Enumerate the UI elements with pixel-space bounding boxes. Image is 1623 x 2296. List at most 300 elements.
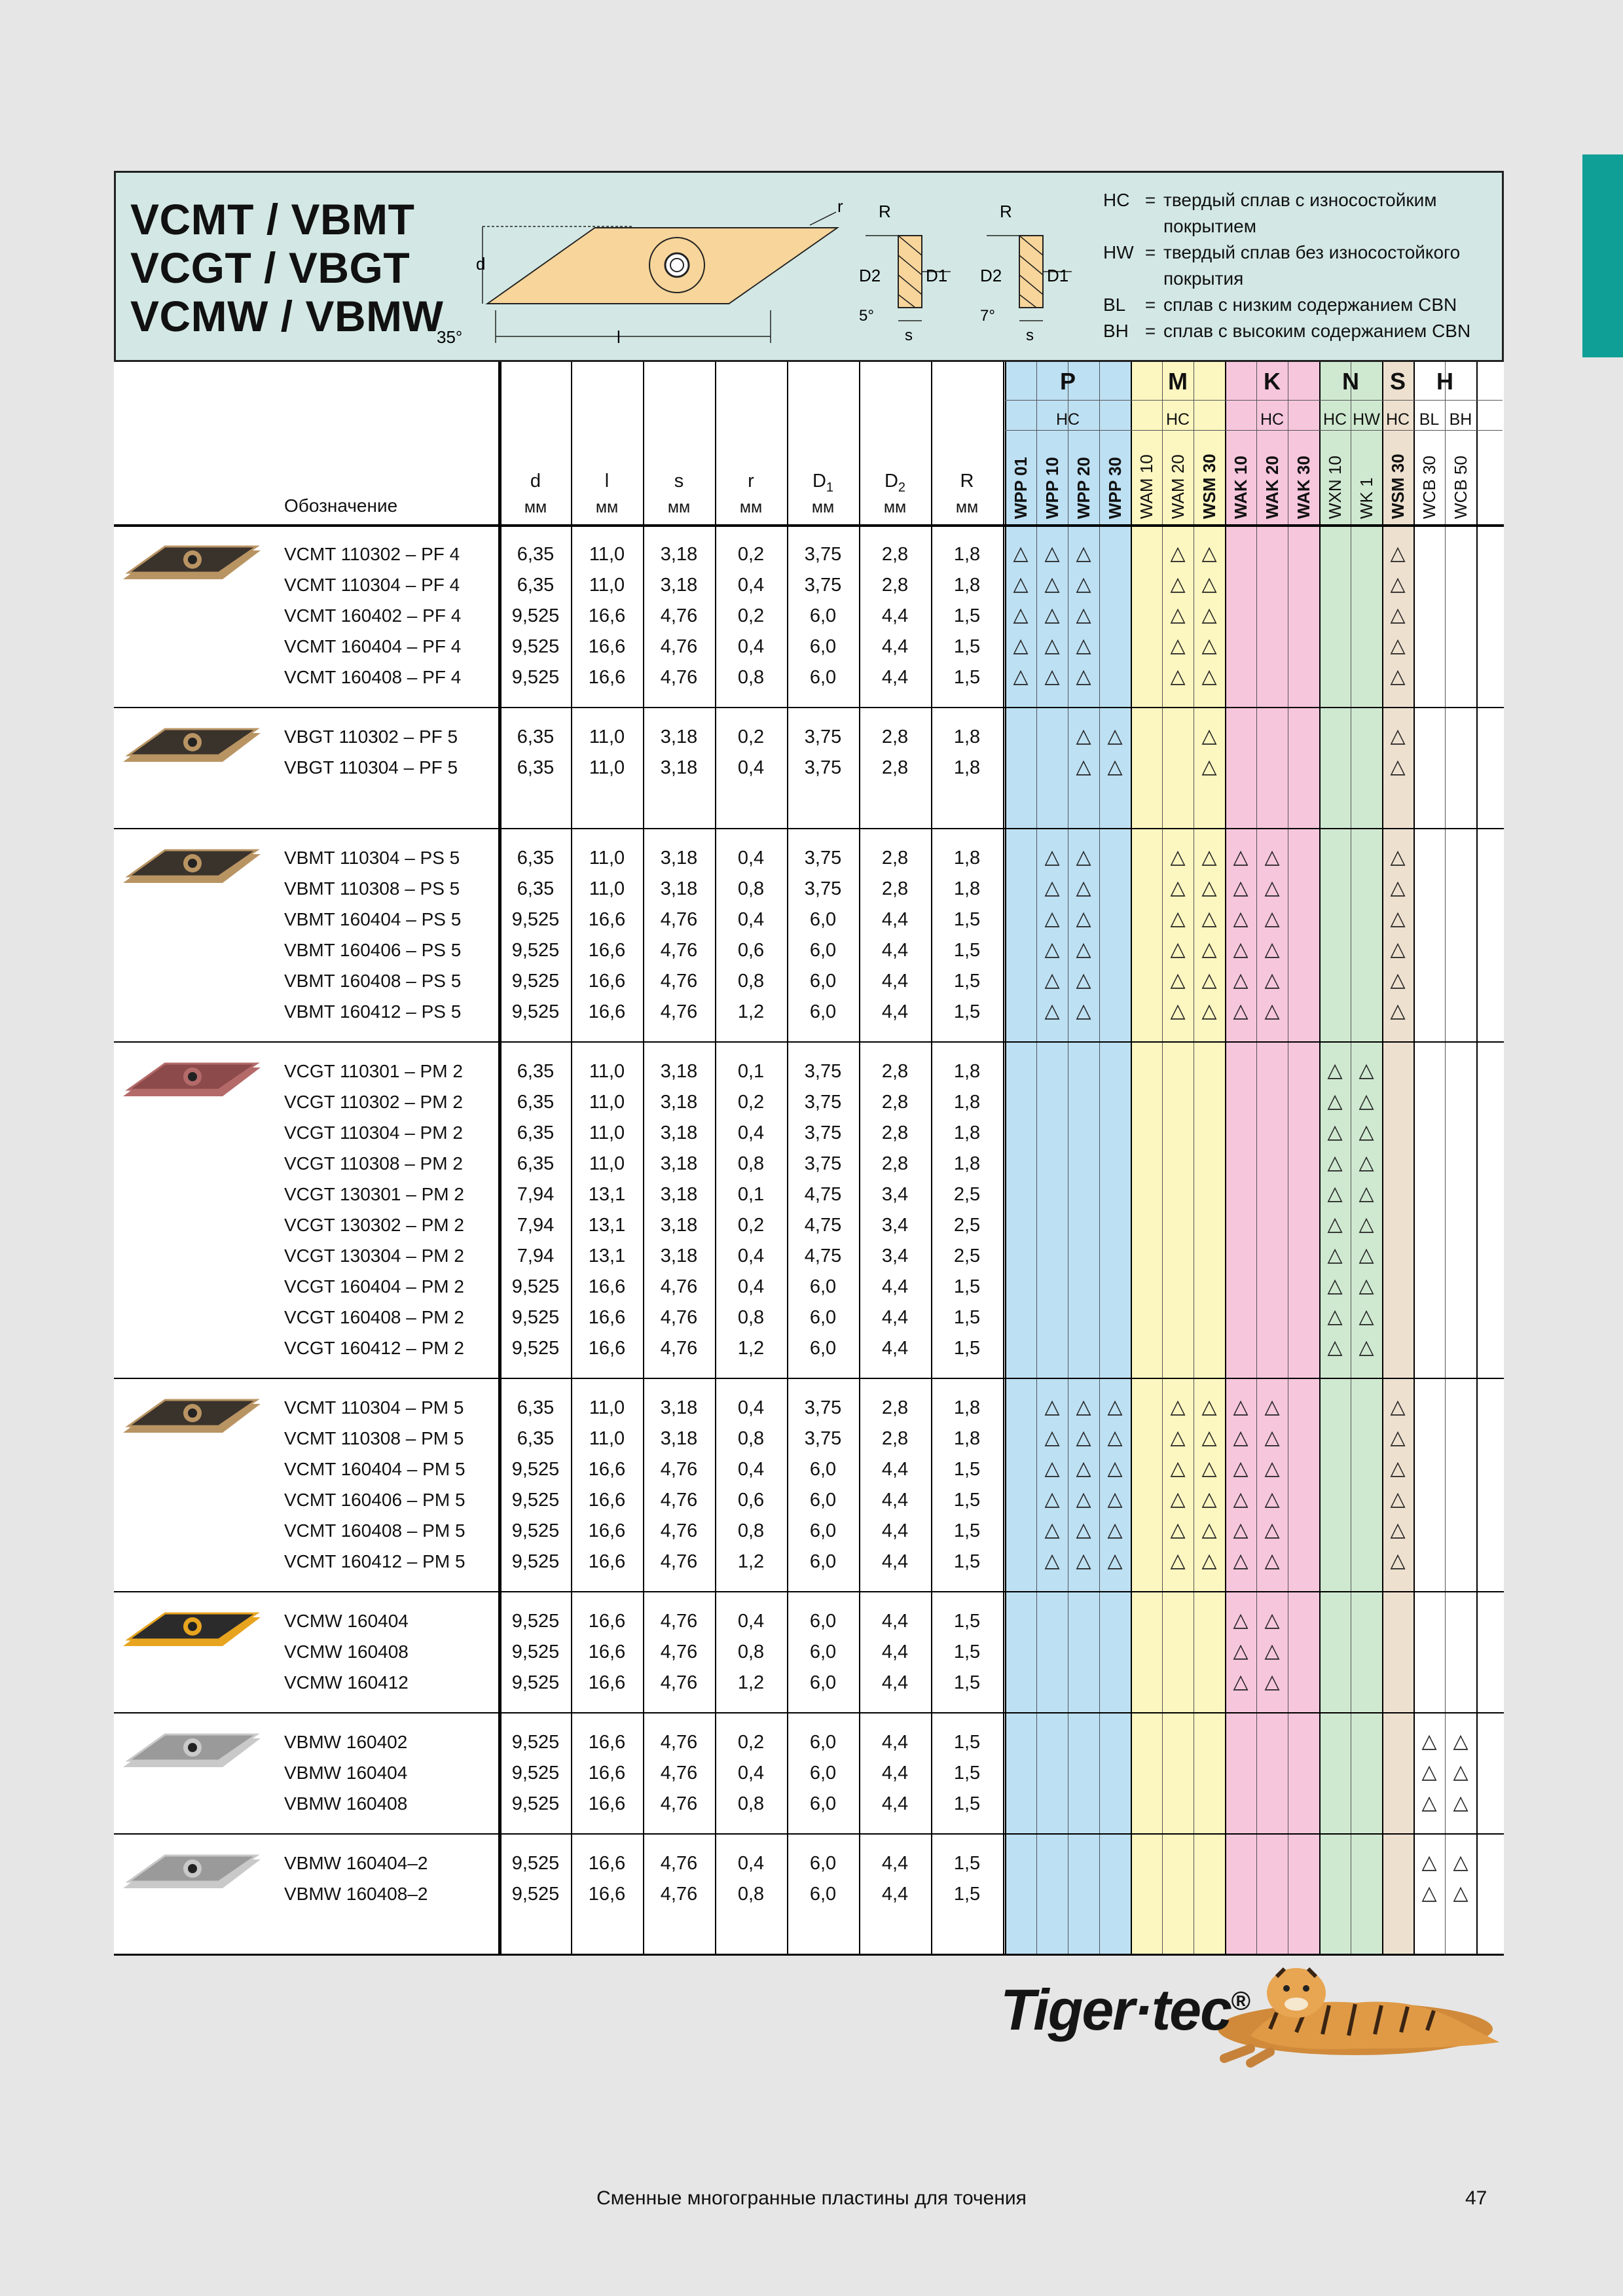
dim-value: 9,525 [511, 1276, 560, 1297]
dim-value: 1,5 [953, 940, 981, 961]
insert-designation: VBMT 160408 – PS 5 [284, 971, 462, 991]
seat1-D2: D2 [859, 266, 881, 285]
grade-available-mark: △ [1170, 1550, 1186, 1571]
group-sub-label: HC [1055, 410, 1080, 429]
dim-value: 11,0 [589, 757, 625, 778]
dim-value: 1,5 [953, 1490, 981, 1511]
dim-value: 13,1 [588, 1184, 626, 1205]
dim-value: 16,6 [588, 1490, 626, 1511]
grade-available-mark: △ [1076, 756, 1091, 778]
dim-value: 3,75 [804, 575, 842, 596]
grade-available-mark: △ [1044, 635, 1060, 656]
dim-value: 3,75 [804, 1122, 842, 1143]
dim-value: 11,0 [589, 575, 625, 596]
grade-available-mark: △ [1076, 1396, 1091, 1418]
dim-value: 4,4 [881, 940, 909, 961]
dim-value: 4,76 [660, 1490, 698, 1511]
grade-available-mark: △ [1044, 939, 1060, 960]
dim-value: 6,35 [517, 1397, 555, 1418]
dim-unit: мм [524, 498, 547, 516]
grade-available-mark: △ [1044, 1488, 1060, 1510]
grade-available-mark: △ [1359, 1152, 1374, 1174]
dim-value: 3,18 [660, 1428, 698, 1449]
legend-eq: = [1144, 242, 1156, 262]
dim-value: 6,0 [809, 1520, 837, 1541]
group-letter-P: P [1059, 368, 1076, 395]
grade-available-mark: △ [1390, 1488, 1406, 1510]
grade-available-mark: △ [1107, 1519, 1123, 1541]
insert-designation: VCMT 160408 – PM 5 [284, 1520, 465, 1541]
dim-value: 9,525 [511, 1763, 560, 1784]
legend-row [1103, 266, 1491, 292]
dim-value: 3,75 [804, 848, 842, 869]
grade-available-mark: △ [1170, 908, 1186, 929]
grade-available-mark: △ [1076, 1488, 1091, 1510]
dim-label: D [812, 471, 826, 492]
grade-available-mark: △ [1453, 1882, 1468, 1904]
insert-designation: VCMT 160402 – PF 4 [284, 605, 462, 626]
dim-value: 2,8 [881, 1153, 909, 1174]
insert-designation: VCGT 110301 – PM 2 [284, 1061, 463, 1081]
insert-designation: VCMW 160408 [284, 1641, 409, 1662]
dim-value: 16,6 [588, 1641, 626, 1662]
dim-sub: 1 [826, 480, 834, 495]
dim-value: 0,8 [737, 1520, 765, 1541]
grade-available-mark: △ [1013, 604, 1029, 626]
legend-eq [1137, 213, 1163, 240]
dim-value: 1,5 [953, 1793, 981, 1814]
grade-available-mark: △ [1327, 1060, 1343, 1081]
dim-value: 9,525 [511, 1001, 560, 1022]
dim-value: 4,4 [881, 1763, 909, 1784]
grade-available-mark: △ [1390, 969, 1406, 991]
dim-value: 2,8 [881, 575, 909, 596]
grade-header: WAK 20 [1262, 456, 1282, 519]
dim-value: 1,8 [953, 757, 981, 778]
dim-value: 0,4 [737, 1122, 765, 1143]
legend-code: HW [1103, 242, 1134, 262]
grade-available-mark: △ [1264, 1519, 1280, 1541]
dim-value: 2,8 [881, 544, 909, 565]
grade-divider [1256, 362, 1257, 1956]
dim-value: 1,8 [953, 1397, 981, 1418]
insert-designation: VCMW 160404 [284, 1611, 409, 1631]
dim-value: 16,6 [588, 1884, 626, 1905]
grade-available-mark: △ [1201, 1458, 1217, 1479]
grade-available-mark: △ [1201, 1550, 1217, 1571]
dim-value: 7,94 [517, 1184, 555, 1205]
dim-value: 4,76 [660, 636, 698, 657]
insert-designation: VCMT 160406 – PM 5 [284, 1490, 465, 1510]
dim-value: 16,6 [588, 1763, 626, 1784]
seat1-s: s [905, 327, 913, 344]
dim-value: 6,0 [809, 1732, 837, 1753]
dim-value: 6,0 [809, 605, 837, 626]
dim-value: 0,8 [737, 1884, 765, 1905]
grade-available-mark: △ [1076, 1519, 1091, 1541]
grade-available-mark: △ [1170, 573, 1186, 595]
dim-value: 11,0 [589, 1122, 625, 1143]
dim-value: 16,6 [588, 1611, 626, 1632]
dim-value: 0,1 [737, 1061, 765, 1082]
dim-value: 4,4 [881, 1641, 909, 1662]
grade-available-mark: △ [1013, 543, 1029, 564]
dim-value: 16,6 [588, 1459, 626, 1480]
dim-value: 6,0 [809, 909, 837, 930]
grade-available-mark: △ [1201, 969, 1217, 991]
grade-available-mark: △ [1044, 573, 1060, 595]
insert-designation: VCMT 160408 – PF 4 [284, 667, 462, 687]
dim-value: 6,0 [809, 1763, 837, 1784]
insert-dark-pf5-image [117, 721, 267, 780]
dim-header [859, 472, 931, 494]
dim-value: 9,525 [511, 909, 560, 930]
grade-available-mark: △ [1233, 846, 1249, 868]
grade-available-mark: △ [1076, 1000, 1091, 1022]
dim-value: 4,76 [660, 1459, 698, 1480]
block-separator [114, 1378, 1504, 1379]
grade-available-mark: △ [1390, 543, 1406, 564]
dim-value: 3,75 [804, 1153, 842, 1174]
col-divider [1003, 362, 1004, 1956]
dim-value: 1,5 [953, 605, 981, 626]
dim-d-label: d [476, 254, 486, 274]
dim-value: 6,0 [809, 667, 837, 688]
grade-header: WPP 20 [1074, 457, 1093, 519]
grade-available-mark: △ [1233, 1427, 1249, 1448]
dim-value: 7,94 [517, 1215, 555, 1236]
dim-value: 6,35 [517, 848, 555, 869]
dim-value: 3,18 [660, 1153, 698, 1174]
grade-available-mark: △ [1044, 1396, 1060, 1418]
insert-table [114, 362, 1504, 1956]
dim-value: 16,6 [588, 605, 626, 626]
dim-value: 6,0 [809, 1307, 837, 1328]
dim-value: 6,0 [809, 636, 837, 657]
grade-available-mark: △ [1233, 1519, 1249, 1541]
dim-value: 0,4 [737, 1276, 765, 1297]
grade-available-mark: △ [1076, 846, 1091, 868]
dim-unit: мм [739, 498, 763, 516]
dim-value: 3,18 [660, 544, 698, 565]
dim-value: 4,76 [660, 1307, 698, 1328]
dim-value: 4,76 [660, 909, 698, 930]
legend-desc: твердый сплав без износостойкого [1163, 242, 1461, 262]
dim-value: 3,75 [804, 878, 842, 899]
dim-value: 0,4 [737, 1853, 765, 1874]
dim-value: 0,2 [737, 726, 765, 747]
dim-value: 1,8 [953, 1061, 981, 1082]
grade-available-mark: △ [1264, 1609, 1280, 1631]
insert-designation: VBMW 160408–2 [284, 1884, 428, 1904]
dim-value: 4,4 [881, 636, 909, 657]
grade-available-mark: △ [1076, 1550, 1091, 1571]
seat1-D1: D1 [926, 266, 948, 285]
insert-designation: VBGT 110304 – PF 5 [284, 757, 458, 778]
insert-designation: VBMT 160412 – PS 5 [284, 1001, 462, 1022]
dim-value: 4,76 [660, 1853, 698, 1874]
grade-available-mark: △ [1170, 939, 1186, 960]
grade-available-mark: △ [1264, 1458, 1280, 1479]
dim-value: 16,6 [588, 1338, 626, 1359]
insert-red-pm-image [117, 1056, 267, 1115]
dim-value: 2,5 [953, 1215, 981, 1236]
grade-available-mark: △ [1076, 573, 1091, 595]
grade-available-mark: △ [1359, 1183, 1374, 1204]
insert-designation: VCMT 160404 – PM 5 [284, 1459, 465, 1479]
dim-unit: мм [667, 498, 691, 516]
grade-header: WAK 10 [1231, 456, 1250, 519]
insert-designation: VCGT 130302 – PM 2 [284, 1215, 464, 1235]
dim-value: 0,8 [737, 971, 765, 992]
grade-available-mark: △ [1201, 846, 1217, 868]
seat2-angle: 7° [980, 307, 995, 325]
dim-value: 0,4 [737, 909, 765, 930]
grade-available-mark: △ [1170, 604, 1186, 626]
dim-header [931, 472, 1003, 491]
group-band-S [1382, 362, 1413, 1956]
insert-designation: VCMW 160412 [284, 1672, 409, 1693]
grade-available-mark: △ [1233, 1609, 1249, 1631]
dim-value: 1,5 [953, 1853, 981, 1874]
dim-value: 4,76 [660, 1611, 698, 1632]
dim-value: 6,0 [809, 1338, 837, 1359]
grade-available-mark: △ [1170, 1519, 1186, 1541]
dim-value: 3,4 [881, 1215, 909, 1236]
grade-available-mark: △ [1170, 846, 1186, 868]
grade-available-mark: △ [1390, 725, 1406, 747]
dim-value: 0,6 [737, 1490, 765, 1511]
grade-header: WPP 10 [1042, 457, 1062, 519]
dim-value: 6,0 [809, 1853, 837, 1874]
legend-desc: сплав с высоким содержанием CBN [1163, 321, 1471, 341]
angle-label: 35° [437, 327, 463, 347]
grade-available-mark: △ [1233, 1640, 1249, 1662]
dim-value: 6,0 [809, 1884, 837, 1905]
grade-available-mark: △ [1390, 666, 1406, 687]
grade-available-mark: △ [1390, 1458, 1406, 1479]
grade-available-mark: △ [1390, 635, 1406, 656]
grade-available-mark: △ [1390, 846, 1406, 868]
dim-value: 0,4 [737, 575, 765, 596]
dim-value: 4,76 [660, 1551, 698, 1572]
group-sub-label: BH [1449, 410, 1472, 429]
grade-header: WAM 20 [1168, 454, 1188, 519]
dim-value: 0,8 [737, 1428, 765, 1449]
insert-designation: VBMW 160404 [284, 1763, 408, 1783]
grade-divider [1131, 362, 1132, 1956]
dim-unit: мм [595, 498, 619, 516]
dim-value: 0,4 [737, 1246, 765, 1266]
grade-available-mark: △ [1453, 1761, 1468, 1783]
grade-available-mark: △ [1044, 604, 1060, 626]
dim-value: 16,6 [588, 1672, 626, 1693]
dim-value: 0,2 [737, 544, 765, 565]
grade-available-mark: △ [1421, 1792, 1437, 1814]
dim-value: 3,18 [660, 575, 698, 596]
grade-available-mark: △ [1233, 908, 1249, 929]
dim-value: 0,2 [737, 1732, 765, 1753]
grade-available-mark: △ [1264, 1000, 1280, 1022]
grade-available-mark: △ [1076, 969, 1091, 991]
dim-value: 2,8 [881, 1061, 909, 1082]
insert-designation: VCGT 130304 – PM 2 [284, 1246, 464, 1266]
dim-value: 2,8 [881, 757, 909, 778]
title-line-3: VCMW / VBMW [130, 292, 444, 340]
grade-available-mark: △ [1170, 666, 1186, 687]
dim-value: 1,8 [953, 1428, 981, 1449]
grade-available-mark: △ [1390, 1427, 1406, 1448]
dim-label: r [748, 471, 754, 492]
dim-value: 1,8 [953, 544, 981, 565]
grade-available-mark: △ [1390, 908, 1406, 929]
dim-value: 6,35 [517, 757, 555, 778]
dim-value: 0,4 [737, 636, 765, 657]
seat2-D2: D2 [980, 266, 1002, 285]
dim-value: 6,35 [517, 726, 555, 747]
grade-available-mark: △ [1201, 1427, 1217, 1448]
group-sub-label: HC [1322, 410, 1347, 429]
grade-available-mark: △ [1264, 846, 1280, 868]
grade-available-mark: △ [1107, 1396, 1123, 1418]
grade-available-mark: △ [1201, 543, 1217, 564]
brand-name: Tiger·tec® [1000, 1977, 1249, 2042]
block-separator [114, 828, 1504, 829]
dim-value: 3,75 [804, 1397, 842, 1418]
dim-value: 4,76 [660, 971, 698, 992]
dim-r-label: r [837, 196, 843, 216]
dim-value: 11,0 [589, 878, 625, 899]
grade-available-mark: △ [1044, 877, 1060, 899]
dim-label: l [604, 471, 610, 492]
grade-divider [1036, 362, 1037, 1956]
dim-value: 6,35 [517, 1061, 555, 1082]
dim-value: 4,4 [881, 1611, 909, 1632]
dim-value: 2,8 [881, 726, 909, 747]
grade-available-mark: △ [1044, 846, 1060, 868]
grade-available-mark: △ [1170, 969, 1186, 991]
dim-value: 9,525 [511, 1459, 560, 1480]
dim-value: 16,6 [588, 1793, 626, 1814]
dim-value: 11,0 [589, 1428, 625, 1449]
insert-geometry-diagram [437, 186, 862, 350]
dim-value: 3,18 [660, 1397, 698, 1418]
block-separator [114, 1041, 1504, 1043]
grade-available-mark: △ [1421, 1731, 1437, 1752]
dim-value: 6,0 [809, 1276, 837, 1297]
legend-desc: покрытия [1163, 268, 1244, 289]
grade-available-mark: △ [1076, 1458, 1091, 1479]
dim-sub: 2 [898, 480, 906, 495]
dim-value: 2,8 [881, 1397, 909, 1418]
dim-value: 1,5 [953, 1520, 981, 1541]
dim-value: 6,0 [809, 1490, 837, 1511]
header-bottom-rule [114, 524, 1504, 527]
dim-value: 0,8 [737, 667, 765, 688]
grade-available-mark: △ [1201, 939, 1217, 960]
grade-available-mark: △ [1327, 1121, 1343, 1143]
grade-available-mark: △ [1327, 1244, 1343, 1266]
grade-available-mark: △ [1107, 1550, 1123, 1571]
grade-available-mark: △ [1170, 543, 1186, 564]
dim-value: 3,18 [660, 726, 698, 747]
grade-available-mark: △ [1201, 1000, 1217, 1022]
insert-designation: VCMT 110304 – PM 5 [284, 1397, 464, 1418]
dim-value: 1,5 [953, 1338, 981, 1359]
dim-value: 4,76 [660, 1884, 698, 1905]
dim-value: 1,2 [737, 1338, 765, 1359]
dim-value: 4,4 [881, 667, 909, 688]
grade-available-mark: △ [1327, 1152, 1343, 1174]
grade-available-mark: △ [1421, 1852, 1437, 1873]
insert-designation: VBMT 160404 – PS 5 [284, 909, 462, 929]
dim-value: 11,0 [589, 1061, 625, 1082]
grade-available-mark: △ [1201, 756, 1217, 778]
grade-available-mark: △ [1044, 1550, 1060, 1571]
grade-available-mark: △ [1264, 908, 1280, 929]
dim-value: 1,5 [953, 1001, 981, 1022]
dim-value: 9,525 [511, 1732, 560, 1753]
grade-header: WAK 30 [1294, 456, 1313, 519]
dim-value: 11,0 [589, 848, 625, 869]
grade-available-mark: △ [1390, 939, 1406, 960]
dim-value: 2,8 [881, 1122, 909, 1143]
dim-value: 0,2 [737, 1215, 765, 1236]
grade-available-mark: △ [1076, 725, 1091, 747]
grade-available-mark: △ [1201, 1519, 1217, 1541]
grade-header: WK 1 [1357, 477, 1376, 519]
dim-value: 4,4 [881, 1551, 909, 1572]
seat2-s: s [1026, 327, 1034, 344]
dim-value: 16,6 [588, 1001, 626, 1022]
title-line-2: VCGT / VBGT [130, 243, 410, 292]
dim-value: 4,4 [881, 1338, 909, 1359]
legend-eq: = [1144, 295, 1156, 315]
grade-available-mark: △ [1327, 1336, 1343, 1358]
dim-value: 6,35 [517, 575, 555, 596]
insert-designation: VCGT 160404 – PM 2 [284, 1276, 464, 1297]
dim-value: 11,0 [589, 1153, 625, 1174]
grade-available-mark: △ [1264, 969, 1280, 991]
grade-available-mark: △ [1044, 1427, 1060, 1448]
grade-legend [1103, 187, 1491, 344]
grade-header: WSM 30 [1199, 454, 1219, 519]
grade-available-mark: △ [1390, 1519, 1406, 1541]
block-separator [114, 1591, 1504, 1592]
grade-available-mark: △ [1044, 666, 1060, 687]
grade-available-mark: △ [1327, 1306, 1343, 1327]
grade-available-mark: △ [1170, 635, 1186, 656]
legend-row [1103, 318, 1491, 344]
dim-value: 9,525 [511, 1672, 560, 1693]
dim-value: 1,8 [953, 575, 981, 596]
dim-value: 6,0 [809, 1793, 837, 1814]
insert-gold-image [117, 1605, 267, 1664]
dim-value: 4,76 [660, 1732, 698, 1753]
dim-value: 1,5 [953, 1884, 981, 1905]
grade-header: WAM 10 [1137, 454, 1156, 519]
dim-value: 1,5 [953, 1551, 981, 1572]
grade-available-mark: △ [1107, 756, 1123, 778]
dim-value: 4,4 [881, 1884, 909, 1905]
grade-available-mark: △ [1233, 969, 1249, 991]
insert-designation: VBMT 110304 – PS 5 [284, 848, 460, 868]
dim-value: 4,76 [660, 1338, 698, 1359]
grade-divider [1099, 362, 1100, 1956]
grade-available-mark: △ [1013, 635, 1029, 656]
grade-available-mark: △ [1076, 1427, 1091, 1448]
legend-eq: = [1144, 190, 1156, 210]
